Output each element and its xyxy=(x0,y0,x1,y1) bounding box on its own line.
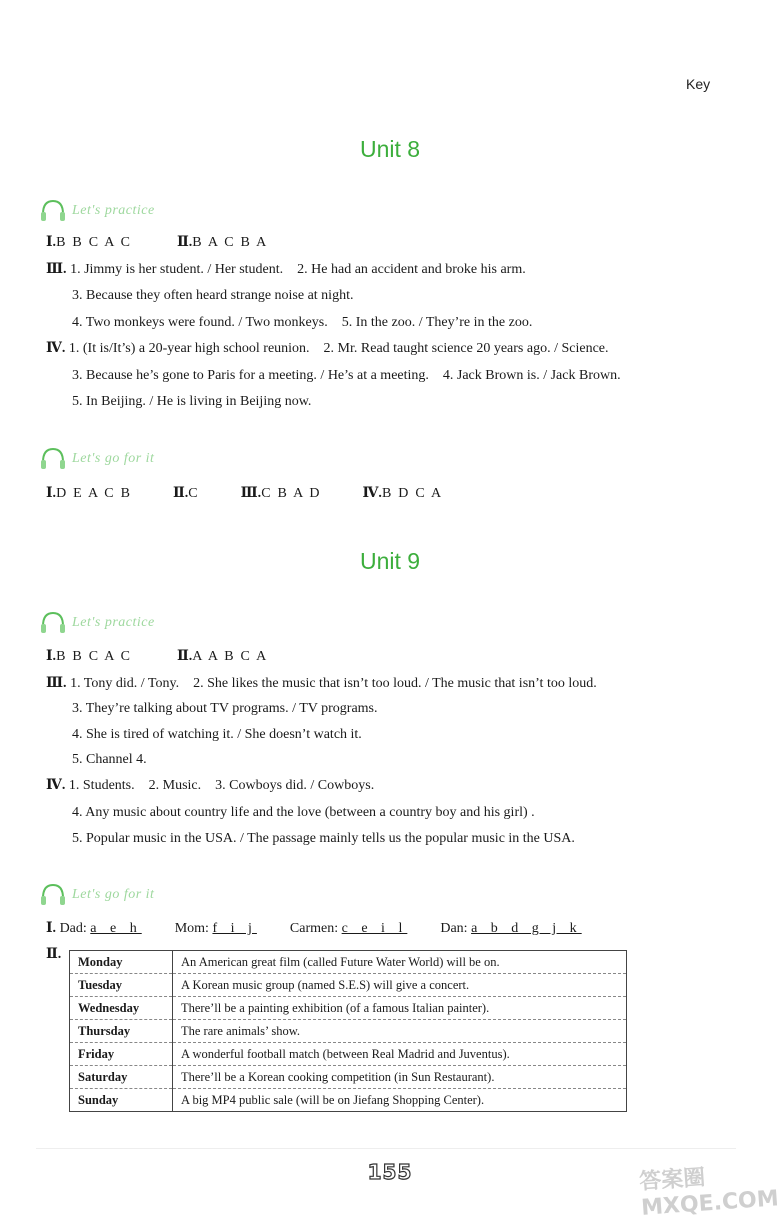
u9-practice-line-6: Ⅳ. 1. Students. 2. Music. 3. Cowboys did. / Cowboys. xyxy=(46,778,375,793)
section-goforit-u8 xyxy=(38,442,154,476)
u9-practice-line-7: 4. Any music about country life and the love (between a country boy and his girl) . xyxy=(72,805,535,820)
u8-practice-line-7: 5. In Beijing. / He is living in Beijing now. xyxy=(72,394,312,409)
table-row: Friday A wonderful football match (between Real Madrid and Juventus). xyxy=(70,1043,627,1066)
table-row: Saturday There’ll be a Korean cooking competition (in Sun Restaurant). xyxy=(70,1066,627,1089)
u8-goforit-line: Ⅰ.D E A C B Ⅱ.C Ⅲ.C B A D Ⅳ.B D C A xyxy=(46,486,442,501)
section-label: Let's go for it xyxy=(72,887,155,902)
table-row: Wednesday There’ll be a painting exhibition (of a famous Italian painter). xyxy=(70,997,627,1020)
u9-practice-line-2: Ⅲ. 1. Tony did. / Tony. 2. She likes the music that isn’t too loud. / The music that isn’t too loud. xyxy=(46,676,597,691)
section-practice-u8 xyxy=(38,194,155,228)
bottom-rule xyxy=(36,1148,736,1149)
table-row: Thursday The rare animals’ show. xyxy=(70,1020,627,1043)
unit-9-title: Unit 9 xyxy=(359,548,421,574)
u9-practice-line-8: 5. Popular music in the USA. / The passage mainly tells us the popular music in the USA. xyxy=(72,831,575,846)
headphones-icon xyxy=(38,608,68,638)
u8-practice-line-1: Ⅰ.B B C A C Ⅱ.B A C B A xyxy=(46,235,267,250)
u8-practice-line-6: 3. Because he’s gone to Paris for a meeting. / He’s at a meeting. 4. Jack Brown is. / Jack Brown. xyxy=(72,368,621,383)
u8-practice-line-4: 4. Two monkeys were found. / Two monkeys. 5. In the zoo. / They’re in the zoo. xyxy=(72,315,533,330)
table-row: Tuesday A Korean music group (named S.E.S) will give a concert. xyxy=(70,974,627,997)
headphones-icon xyxy=(38,196,68,226)
section-goforit-u9 xyxy=(38,878,154,912)
table-row: Monday An American great film (called Future Water World) will be on. xyxy=(70,951,627,974)
u9-practice-line-3: 3. They’re talking about TV programs. / TV programs. xyxy=(72,701,378,716)
header-key: Key xyxy=(686,76,711,92)
u9-practice-line-4: 4. She is tired of watching it. / She doesn’t watch it. xyxy=(72,727,362,742)
u9-goforit-line-1: Ⅰ. Dad: a e h Mom: f i j Carmen: c e i l Dan: a b d g j k xyxy=(46,921,582,936)
schedule-table xyxy=(69,950,627,1112)
table-row: Sunday A big MP4 public sale (will be on Jiefang Shopping Center). xyxy=(70,1089,627,1112)
unit-8-title: Unit 8 xyxy=(359,136,421,162)
u8-practice-line-3: 3. Because they often heard strange noise at night. xyxy=(72,288,354,303)
watermark: 答案圈 MXQE.COM xyxy=(638,1165,780,1221)
u9-goforit-roman-2: Ⅱ. xyxy=(46,947,62,962)
u9-practice-line-5: 5. Channel 4. xyxy=(72,752,147,767)
headphones-icon xyxy=(38,880,68,910)
u8-practice-line-5: Ⅳ. 1. (It is/It’s) a 20-year high school reunion. 2. Mr. Read taught science 20 years ago. / Science. xyxy=(46,341,609,356)
page-number: 155 xyxy=(367,1160,413,1184)
headphones-icon xyxy=(38,444,68,474)
u9-practice-line-1: Ⅰ.B B C A C Ⅱ.A A B C A xyxy=(46,649,267,664)
section-label: Let's practice xyxy=(72,615,155,630)
section-label: Let's go for it xyxy=(72,451,155,466)
u8-practice-line-2: Ⅲ. 1. Jimmy is her student. / Her student. 2. He had an accident and broke his arm. xyxy=(46,262,526,277)
section-practice-u9 xyxy=(38,606,155,640)
section-label: Let's practice xyxy=(72,203,155,218)
